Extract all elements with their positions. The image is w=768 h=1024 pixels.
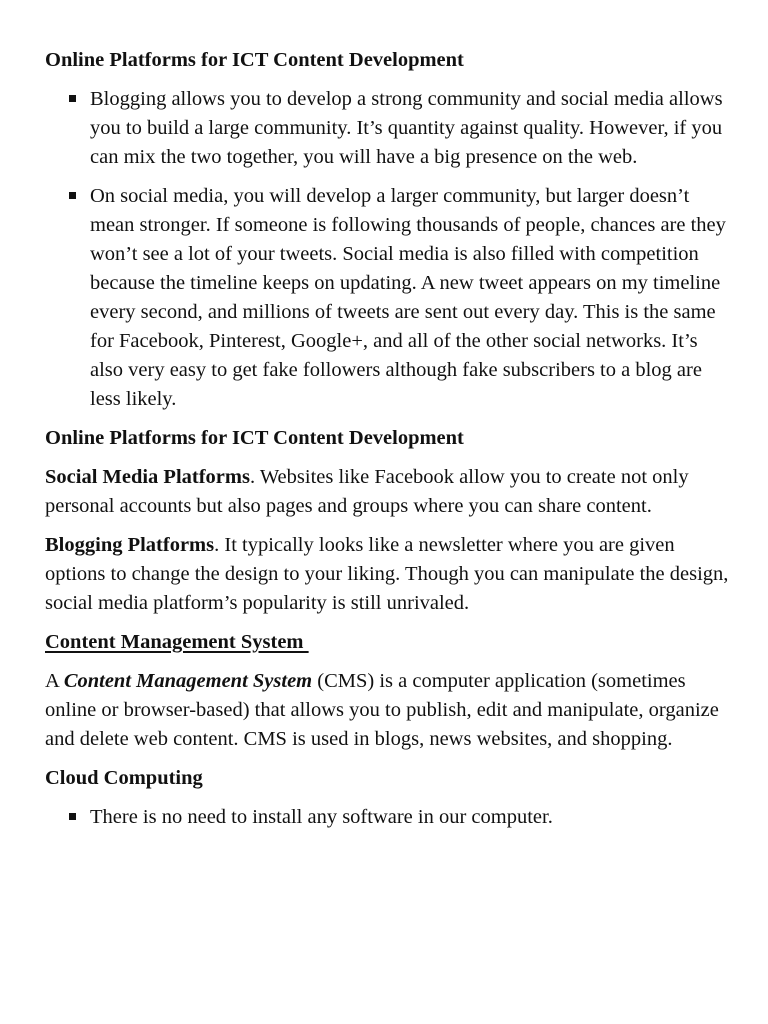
section-heading-online-platforms: Online Platforms for ICT Content Development — [45, 49, 464, 71]
square-bullet-icon — [69, 95, 76, 102]
online-platforms-bullet-list — [45, 85, 735, 414]
social-media-platforms-term: Social Media Platforms — [45, 466, 250, 488]
section-heading-online-platforms-2: Online Platforms for ICT Content Development — [45, 427, 464, 449]
cms-term: Content Management System — [63, 670, 313, 692]
cms-definition-text: (CMS) is a computer application (sometimes online or browser-based) that allows you to publish, edit and manipulate, organize and delete web content. CMS is used in blogs, news websites, and shopping. — [45, 670, 719, 750]
bullet-item-blogging-vs-social — [45, 85, 735, 172]
social-media-platforms-text: . Websites like Facebook allow you to create not only personal accounts but also pages and groups where you can share content. — [45, 466, 689, 517]
blogging-platforms-text: . It typically looks like a newsletter where you are given options to change the design to your liking. Though you can manipulate the design, social media platform’s popularity is still unrivaled. — [45, 534, 729, 614]
square-bullet-icon — [69, 192, 76, 199]
cms-definition-paragraph — [45, 667, 735, 754]
section-heading-cms: Content Management System — [45, 631, 309, 653]
blogging-platforms-paragraph — [45, 531, 735, 618]
section-heading-cloud-computing: Cloud Computing — [45, 767, 203, 789]
blogging-platforms-term: Blogging Platforms — [45, 534, 215, 556]
bullet-text: Blogging allows you to develop a strong community and social media allows you to build a large community. It’s quantity against quality. However, if you can mix the two together, you will have a big presence on the web. — [90, 88, 723, 168]
bullet-item-social-media-community — [45, 182, 735, 414]
bullet-text: There is no need to install any software in our computer. — [90, 806, 553, 828]
cloud-computing-bullet-list — [45, 803, 735, 832]
social-media-platforms-paragraph — [45, 463, 735, 521]
square-bullet-icon — [69, 813, 76, 820]
cms-definition-prefix: A — [45, 670, 64, 692]
bullet-item-no-install — [45, 803, 735, 832]
bullet-text: On social media, you will develop a larger community, but larger doesn’t mean stronger. If someone is following thousands of people, chances are they won’t see a lot of your tweets. Social media is also filled with competition because the timeline keeps on updating. A new tweet appears on my timeline every second, and millions of tweets are sent out every day. This is the same for Facebook, Pinterest, Google+, and all of the other social networks. It’s also very easy to get fake followers although fake subscribers to a blog are less likely. — [90, 185, 726, 410]
document-page — [45, 46, 735, 842]
